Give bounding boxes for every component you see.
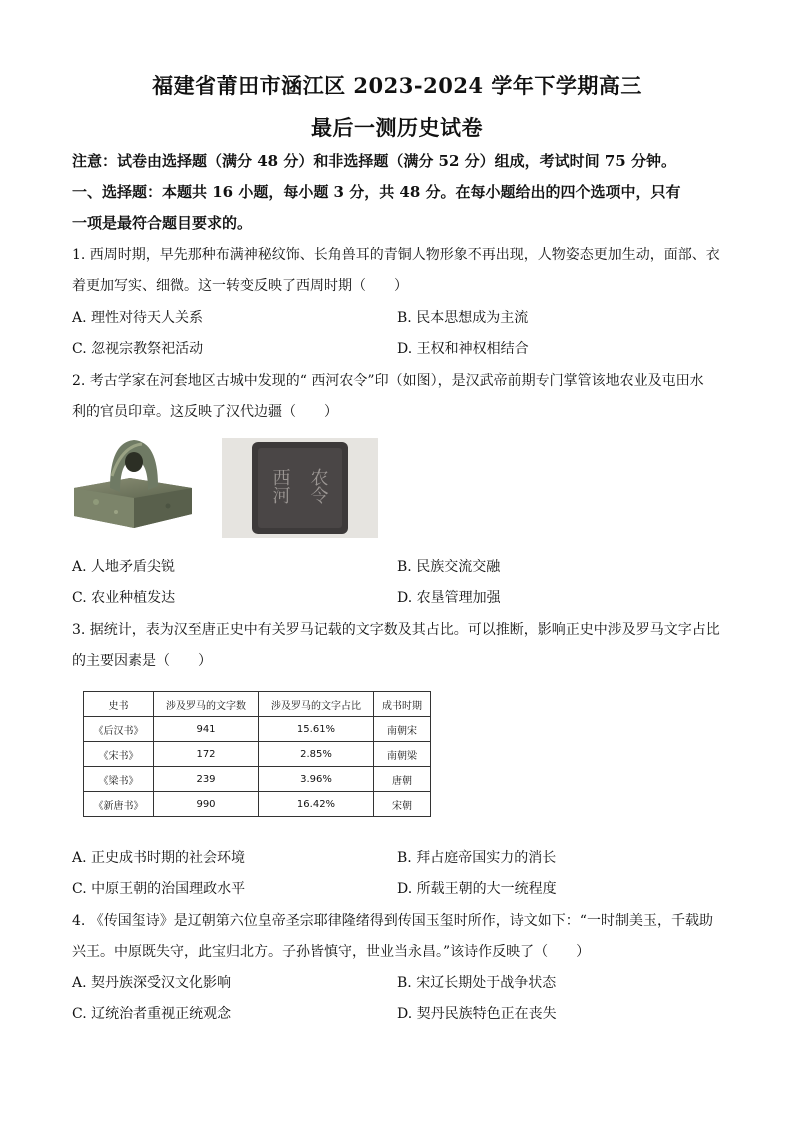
question-2-option-b: B. 民族交流交融	[397, 559, 501, 575]
question-1-option-a: A. 理性对待天人关系	[72, 310, 204, 326]
seal-character-nong-ling: 农令	[307, 468, 329, 504]
table-cell: 239	[154, 767, 259, 792]
table-cell: 172	[154, 742, 259, 767]
question-1-option-d: D. 王权和神权相结合	[397, 341, 529, 357]
question-3-option-a: A. 正史成书时期的社会环境	[72, 850, 246, 866]
table-cell: 990	[154, 792, 259, 817]
question-3-option-b: B. 拜占庭帝国实力的消长	[397, 850, 557, 866]
table-cell: 941	[154, 717, 259, 742]
question-1-option-b: B. 民本思想成为主流	[397, 310, 529, 326]
question-4-option-a: A. 契丹族深受汉文化影响	[72, 975, 232, 991]
question-2-line-2: 利的官员印章。这反映了汉代边疆（ ）	[72, 404, 338, 420]
question-1-line-1: 1. 西周时期，早先那种布满神秘纹饰、长角兽耳的青铜人物形象不再出现，人物姿态更加生动，面部、衣	[72, 247, 720, 263]
question-4-option-c: C. 辽统治者重视正统观念	[72, 1006, 232, 1022]
section-heading-line-2: 一项是最符合题目要求的。	[72, 214, 253, 232]
title-line-2: 最后一测历史试卷	[311, 115, 483, 140]
table-cell: 宋朝	[374, 792, 431, 817]
table-row	[84, 792, 431, 817]
table-cell: 《梁书》	[84, 767, 154, 792]
title-line-1: 福建省莆田市涵江区 2023-2024 学年下学期高三	[152, 73, 642, 98]
table-cell: 16.42%	[259, 792, 374, 817]
table-cell: 南朝梁	[374, 742, 431, 767]
table-cell: 15.61%	[259, 717, 374, 742]
question-4-line-1: 4. 《传国玺诗》是辽朝第六位皇帝圣宗耶律隆绪得到传国玉玺时所作，诗文如下：“一时制美玉，千载助	[72, 913, 713, 929]
seal-character-xi-he: 西河	[269, 468, 291, 504]
table-row	[84, 742, 431, 767]
question-2-line-1: 2. 考古学家在河套地区古城中发现的“ 西河农令”印（如图），是汉武帝前期专门掌管该地农业及屯田水	[72, 373, 704, 389]
table-cell: 《新唐书》	[84, 792, 154, 817]
question-4-line-2: 兴王。中原既失守，此宝归北方。子孙皆慎守，世业当永昌。”该诗作反映了（ ）	[72, 944, 591, 960]
table-cell: 南朝宋	[374, 717, 431, 742]
rome-records-table	[83, 691, 431, 817]
table-header: 史书	[84, 692, 154, 717]
question-3-line-1: 3. 据统计，表为汉至唐正史中有关罗马记载的文字数及其占比。可以推断，影响正史中涉及罗马文字占比	[72, 622, 720, 638]
bronze-seal-photo	[72, 436, 194, 528]
table-header: 涉及罗马的文字数	[154, 692, 259, 717]
section-heading-line-1: 一、选择题：本题共 16 小题，每小题 3 分，共 48 分。在每小题给出的四个选项中，只有	[72, 183, 681, 201]
table-row	[84, 717, 431, 742]
table-header: 成书时期	[374, 692, 431, 717]
question-3-option-d: D. 所载王朝的大一统程度	[397, 881, 557, 897]
seal-impression-photo	[222, 438, 378, 538]
table-cell: 《后汉书》	[84, 717, 154, 742]
question-2-option-c: C. 农业种植发达	[72, 590, 176, 606]
question-2-option-d: D. 农垦管理加强	[397, 590, 501, 606]
table-cell: 《宋书》	[84, 742, 154, 767]
question-2-option-a: A. 人地矛盾尖锐	[72, 559, 176, 575]
table-row	[84, 767, 431, 792]
question-4-option-d: D. 契丹民族特色正在丧失	[397, 1006, 557, 1022]
table-header: 涉及罗马的文字占比	[259, 692, 374, 717]
table-cell: 唐朝	[374, 767, 431, 792]
question-1-option-c: C. 忽视宗教祭祀活动	[72, 341, 204, 357]
table-cell: 2.85%	[259, 742, 374, 767]
question-1-line-2: 着更加写实、细微。这一转变反映了西周时期（ ）	[72, 278, 408, 294]
question-3-option-c: C. 中原王朝的治国理政水平	[72, 881, 246, 897]
table-header-row	[84, 692, 431, 717]
question-3-line-2: 的主要因素是（ ）	[72, 653, 212, 669]
table-cell: 3.96%	[259, 767, 374, 792]
notice: 注意：试卷由选择题（满分 48 分）和非选择题（满分 52 分）组成，考试时间 75 分钟。	[72, 152, 676, 170]
question-4-option-b: B. 宋辽长期处于战争状态	[397, 975, 557, 991]
